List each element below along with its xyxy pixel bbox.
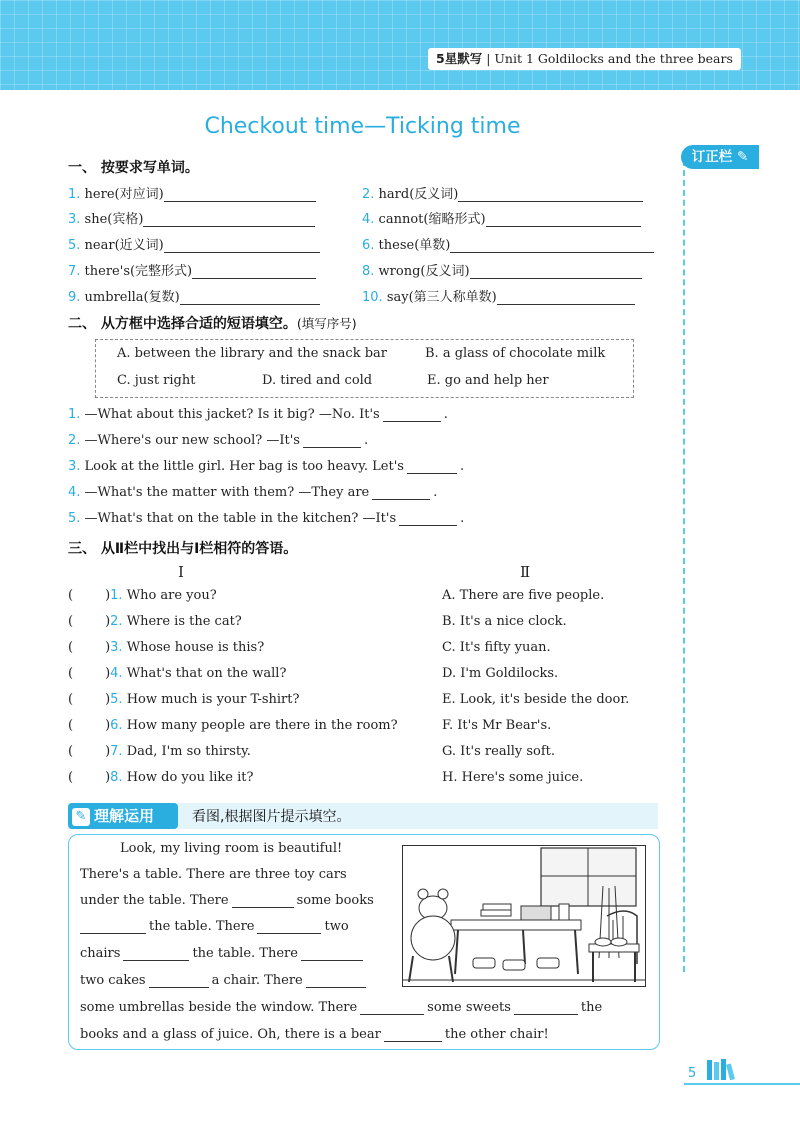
match-answer: G. It's really soft.	[442, 744, 556, 759]
paren-close: )	[105, 744, 111, 759]
answer-line[interactable]	[143, 212, 315, 227]
correction-tab	[681, 145, 759, 169]
option-e: E. go and help her	[427, 373, 549, 388]
section-4-tag: ✎ 理解运用	[68, 803, 178, 829]
match-question: ( )6. How many people are there in the room?	[68, 718, 398, 733]
match-answer: B. It's a nice clock.	[442, 614, 567, 629]
match-question: ( )4. What's that on the wall?	[68, 666, 287, 681]
match-question: ( )3. Whose house is this?	[68, 640, 265, 655]
match-question: ( )8. How do you like it?	[68, 770, 254, 785]
option-d: D. tired and cold	[262, 373, 373, 388]
option-b: B. a glass of chocolate milk	[425, 346, 606, 361]
section-4-instruction: 看图,根据图片提示填空。	[192, 809, 351, 825]
section-1-heading: 一、 按要求写单词。	[68, 160, 199, 176]
match-answer: H. Here's some juice.	[442, 770, 584, 785]
answer-blank[interactable]	[80, 920, 146, 934]
para-line-1: Look, my living room is beautiful!	[120, 841, 343, 856]
paren-close: )	[105, 588, 111, 603]
answer-blank[interactable]	[301, 947, 363, 961]
section-2-heading: 二、 从方框中选择合适的短语填空。(填写序号)	[68, 316, 357, 332]
word-item: 1. here(对应词)	[68, 183, 316, 202]
paren-open: (	[68, 640, 74, 655]
paren-open: (	[68, 770, 74, 785]
living-room-picture	[402, 845, 646, 987]
para-line-6: two cakes a chair. There	[80, 973, 369, 988]
match-question: ( )7. Dad, I'm so thirsty.	[68, 744, 251, 759]
header-banner	[0, 0, 800, 90]
word-item: 3. she(宾格)	[68, 208, 315, 227]
option-a: A. between the library and the snack bar	[117, 346, 387, 361]
pen-icon: ✎	[72, 808, 90, 826]
books-icon	[705, 1058, 737, 1086]
match-answer: F. It's Mr Bear's.	[442, 718, 552, 733]
answer-line[interactable]	[470, 264, 642, 279]
fill-question: 4. —What's the matter with them? —They are .	[68, 485, 438, 500]
correction-column-divider	[683, 160, 685, 972]
answer-blank[interactable]	[306, 974, 366, 988]
unit-label: Unit 1 Goldilocks and the three bears	[494, 51, 733, 66]
match-answer: C. It's fifty yuan.	[442, 640, 551, 655]
para-line-4: the table. There two	[80, 919, 349, 934]
answer-blank[interactable]	[407, 460, 457, 474]
answer-blank[interactable]	[149, 974, 209, 988]
para-line-5: chairs the table. There	[80, 946, 366, 961]
fill-question: 2. —Where's our new school? —It's .	[68, 433, 369, 448]
paren-close: )	[105, 770, 111, 785]
badge-label: 5星默写	[436, 51, 483, 66]
answer-line[interactable]	[164, 238, 320, 253]
word-item: 2. hard(反义词)	[362, 183, 643, 202]
paren-open: (	[68, 666, 74, 681]
word-item: 8. wrong(反义词)	[362, 260, 642, 279]
match-answer: A. There are five people.	[442, 588, 605, 603]
section-3-heading: 三、 从Ⅱ栏中找出与Ⅰ栏相符的答语。	[68, 541, 298, 557]
answer-blank[interactable]	[360, 1001, 424, 1015]
correction-label: 订正栏	[691, 149, 733, 165]
para-line-7: some umbrellas beside the window. There some sweets the	[80, 1000, 603, 1015]
answer-blank[interactable]	[372, 486, 430, 500]
fill-question: 1. —What about this jacket? Is it big? —No. It's .	[68, 407, 448, 422]
word-item: 5. near(近义词)	[68, 234, 320, 253]
paren-open: (	[68, 692, 74, 707]
paren-open: (	[68, 718, 74, 733]
para-line-2: There's a table. There are three toy cars	[80, 867, 347, 882]
answer-blank[interactable]	[384, 1028, 442, 1042]
word-item: 9. umbrella(复数)	[68, 286, 320, 305]
living-room-illustration	[403, 846, 645, 986]
page-number: 5	[688, 1066, 697, 1081]
answer-line[interactable]	[164, 187, 316, 202]
answer-line[interactable]	[486, 212, 641, 227]
column-i-header: Ⅰ	[178, 563, 184, 581]
match-question: ( )2. Where is the cat?	[68, 614, 242, 629]
answer-line[interactable]	[180, 290, 320, 305]
answer-blank[interactable]	[383, 408, 441, 422]
answer-blank[interactable]	[514, 1001, 578, 1015]
answer-line[interactable]	[458, 187, 643, 202]
word-item: 4. cannot(缩略形式)	[362, 208, 641, 227]
divider: |	[486, 51, 495, 66]
word-item: 10. say(第三人称单数)	[362, 286, 635, 305]
page-title: Checkout time—Ticking time	[204, 114, 521, 139]
answer-blank[interactable]	[232, 894, 294, 908]
para-line-3: under the table. There some books	[80, 893, 374, 908]
para-line-8: books and a glass of juice. Oh, there is a bear the other chair!	[80, 1027, 549, 1042]
answer-line[interactable]	[450, 238, 654, 253]
paren-close: )	[105, 614, 111, 629]
match-question: ( )5. How much is your T-shirt?	[68, 692, 300, 707]
match-answer: D. I'm Goldilocks.	[442, 666, 559, 681]
option-c: C. just right	[117, 373, 196, 388]
paren-close: )	[105, 692, 111, 707]
answer-blank[interactable]	[257, 920, 321, 934]
pencil-icon: ✎	[736, 149, 749, 165]
unit-tag	[428, 48, 741, 70]
word-item: 7. there's(完整形式)	[68, 260, 316, 279]
fill-question: 3. Look at the little girl. Her bag is too heavy. Let's .	[68, 459, 465, 474]
paren-close: )	[105, 666, 111, 681]
fill-question: 5. —What's that on the table in the kitchen? —It's .	[68, 511, 465, 526]
books-icon-graphic	[705, 1058, 737, 1082]
paren-open: (	[68, 744, 74, 759]
answer-line[interactable]	[497, 290, 635, 305]
paren-close: )	[105, 640, 111, 655]
answer-blank[interactable]	[399, 512, 457, 526]
column-ii-header: Ⅱ	[520, 563, 531, 581]
footer-bar	[684, 1083, 800, 1085]
match-answer: E. Look, it's beside the door.	[442, 692, 630, 707]
answer-blank[interactable]	[303, 434, 361, 448]
word-item: 6. these(单数)	[362, 234, 654, 253]
match-question: ( )1. Who are you?	[68, 588, 217, 603]
answer-blank[interactable]	[123, 947, 189, 961]
answer-line[interactable]	[192, 264, 316, 279]
paren-open: (	[68, 614, 74, 629]
paren-close: )	[105, 718, 111, 733]
paren-open: (	[68, 588, 74, 603]
